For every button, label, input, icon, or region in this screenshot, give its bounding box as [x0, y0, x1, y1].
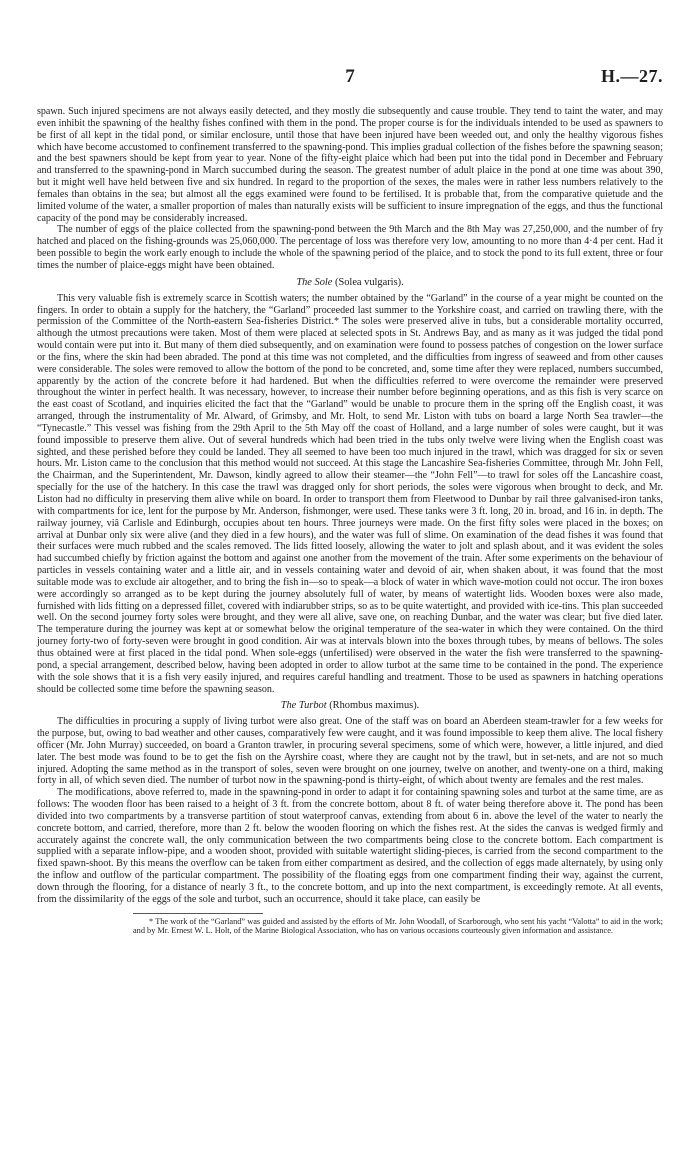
footnote-text: * The work of the “Garland” was guided and assisted by the efforts of Mr. John Woodall, of Scarborough, who sent his yacht “Valotta” to aid in the work; and by Mr. Ernest W. L. Holt, of the Marine Biological Association, who has on various occasions courteously given information and assistance. — [133, 916, 663, 936]
page-header — [37, 66, 663, 106]
footnote-divider — [133, 913, 263, 914]
body-paragraph: The number of eggs of the plaice collected from the spawning-pond between the 9th March and the 8th May was 27,250,000, and the number of fry hatched and placed on the fishing-grounds was 25,060,000. The percentage of loss was therefore very low, amounting to no more than 4·4 per cent. Had it been possible to begin the work early enough to include the whole of the spawning period of the plaice, and to stock the pond to its full extent, three or four times the number of plaice-eggs might have been obtained. — [37, 224, 663, 271]
body-paragraph: spawn. Such injured specimens are not always easily detected, and they mostly die subsequently and cause trouble. They tend to taint the water, and may even inhibit the spawning of the healthy fishes confined with them in the pond. The proper course is for the individuals intended to be used as spawners to be first of all kept in the tidal pond, or similar enclosure, until those that have been injured have been weeded out, and only the healthy vigorous fishes which have become accustomed to confinement transferred to the spawning-pond. This implies gradual collection of the fishes before the spawning season; and the best spawners should be kept from year to year. None of the fifty-eight plaice which had been put into the tidal pond in December and February and transferred to the spawning-pond in March succumbed during the season. The greatest number of adult plaice in the pond at one time was about 390, but it might well have held between five and six hundred. In regard to the proportion of the sexes, the males were in rather less numbers relatively to the females than obtains in the sea; but almost all the eggs examined were found to be fertilised. It is probable that, from the comparative quietude and the limited volume of the water, a smaller proportion of males than naturally exists will be sufficient to insure impregnation of the eggs, and thus the functional capacity of the pond may be considerably increased. — [37, 106, 663, 224]
section-heading-common: The Turbot — [280, 700, 327, 712]
body-paragraph: The difficulties in procuring a supply of living turbot were also great. One of the staff was on board an Aberdeen steam-trawler for a few weeks for the purpose, but, owing to bad weather and other causes, comparatively few were caught, and it was found impossible to keep them alive. The local fishery officer (Mr. John Murray) succeeded, on board a Granton trawler, in procuring several specimens, some of which were, however, a little injured, and died later. The best mode was found to be to get the fish on the Ayrshire coast, where they are caught not by the trawl, but in set-nets, and are not so much injured. Adopting the same method as in the transport of soles, seven were brought on one journey, twelve on another, and twenty-one on a third, making forty in all, of which seven died. The number of turbot now in the spawning-pond is thirty-eight, of which about twenty are females and the rest males. — [37, 716, 663, 787]
footnote — [37, 917, 663, 936]
document-body — [37, 106, 663, 906]
series-code: H.—27. — [600, 66, 663, 86]
section-heading-latin: (Solea vulgaris). — [335, 276, 404, 288]
section-heading-turbot — [37, 700, 663, 712]
section-heading-latin: (Rhombus maximus). — [329, 700, 420, 712]
body-paragraph: The modifications, above referred to, made in the spawning-pond in order to adapt it for containing spawning soles and turbot at the same time, are as follows: The wooden floor has been raised to a height of 3 ft. from the concrete bottom, about 8 ft. of water being therefore above it. The pond has been divided into two compartments by a transverse partition of stout waterproof canvas, extending from about 6 in. above the level of the water to nearly the concrete bottom, and carried, therefore, more than 2 ft. below the wooden flooring on which the fishes rest. At the sides the canvas is wedged firmly and accurately against the concrete wall, the only communication between the two compartments being close to the concrete bottom. Each compartment is supplied with a separate inflow-pipe, and a wooden shoot, provided with suitable watertight sliding-pieces, is carried from the second compartment to the fixed spawn-shoot. By this means the overflow can be taken from either compartment as desired, and the collection of eggs made alternately, by using only the inflow and outflow of the particular compartment. The possibility of the floating eggs from one compartment finding their way, against the current, down through the flooring, for a distance of nearly 3 ft., to the concrete bottom, and up into the next compartment, is exceedingly remote. At all events, from the dissimilarity of the eggs of the sole and turbot, such an occurrence, should it take place, can easily be — [37, 787, 663, 905]
section-heading-sole — [37, 277, 663, 289]
section-heading-common: The Sole — [296, 276, 333, 288]
body-paragraph: This very valuable fish is extremely scarce in Scottish waters; the number obtained by the “Garland” in the course of a year might be counted on the fingers. In order to obtain a supply for the hatchery, the “Garland” proceeded last summer to the Yorkshire coast, and carried on trawling there, with the permission of the Committee of the North-eastern Sea-fisheries District.* The soles were preserved alive in tubs, but a considerable mortality occurred, although the utmost precautions were taken. Most of them were placed at selected spots in St. Andrews Bay, and as many as it was judged the tidal pond would contain were put into it. But many of them died subsequently, and on examination were found to possess patches of congestion on the lower surface or the fins, where the skin had been abraded. The pond at this time was not completed, and the difficulties from ingress of seaweed and from other causes were considerable. The soles were removed to allow the bottom of the pond to be concreted, and, some time after they were replaced, numbers succumbed, apparently by the action of the concrete before it had hardened. But when the difficulties referred to were overcome the remainder were preserved throughout the winter in perfect health. It was necessary, however, to increase their number before beginning operations, and as this fish is very scarce on the east coast of Scotland, and inquiries elicited the fact that the “Garland” would be unable to procure them in the spring off the English coast, it was arranged, through the instrumentality of Mr. Alward, of Grimsby, and Mr. Holt, to send Mr. Liston with tubs on board a large North Sea trawler—the “Tynecastle.” This vessel was fishing from the 29th April to the 5th May off the coast of Holland, and a large number of soles were caught, but it was found impossible to preserve them alive. Out of several hundreds which had been tried in the tubs only twelve were living when the English coast was sighted, and these perished before they could be landed. They all seemed to have been too much injured in the trawl, which was dragged for six or seven hours. Mr. Liston came to the conclusion that this method would not succeed. At this stage the Lancashire Sea-fisheries Committee, through Mr. John Fell, the Chairman, and the Superintendent, Mr. Dawson, kindly agreed to allow their steamer—the “John Fell”—to trawl for soles off the Lancashire coast, specially for the use of the hatchery. In this case the trawl was dragged only for short periods, the soles were vigorous when brought to deck, and Mr. Liston had no difficulty in preserving them alive while on board. In order to transport them from Fleetwood to Dunbar by rail three galvanised-iron tanks, with compartments for ice, lent for the purpose by Mr. Anderson, fishmonger, were used. These tanks were 3 ft. long, 20 in. broad, and 16 in. in depth. The railway journey, viâ Carlisle and Edinburgh, occupies about ten hours. Three journeys were made. On the first fifty soles were placed in the boxes; on arrival at Dunbar only six were alive (and they died in a few hours), and the water was full of slime. On examination of the dead fishes it was found that their surfaces were much rubbed and the scales removed. The lids fitted loosely, allowing the water to jolt and splash about, and it was evident the soles had succumbed chiefly by friction against the bottom and against one another from the movement of the train. After some experiments on the behaviour of particles in vessels containing water and a little air, and in vessels containing water and devoid of air, when shaken about, it was found that the most suitable mode was to exclude air altogether, and to bring the fish in—so to speak—a block of water in which wave-motion could not occur. The iron boxes were accordingly so arranged as to be kept during the journey absolutely full of water, by means of watertight lids. Wooden boxes were also made, furnished with lids fitting on a depressed fillet, covered with indiarubber strips, so as to be quite watertight, and provided with ice-tins. This plan succeeded well. On the second journey forty soles were brought, and they were all alive, save one, on reaching Dunbar, and the water was clear; but five died later. The temperature during the journey was kept at or somewhat below the original temperature of the sea-water in which they were contained. On the third journey forty-two of forty-seven were brought in good condition. Air was at intervals blown into the boxes through tubes, by means of bellows. The soles thus obtained were at first placed in the tidal pond. When sole-eggs (unfertilised) were observed in the water the fish were transferred to the spawning-pond, a special arrangement, described below, having been adopted in order to allow turbot at the same time to be contained in the pond. The experience with the sole shows that it is a fish very easily injured, and requires careful handling and treatment. Those to be used as spawners in hatching operations should be collected some time before the spawning season. — [37, 292, 663, 695]
page-number: 7 — [345, 66, 355, 87]
